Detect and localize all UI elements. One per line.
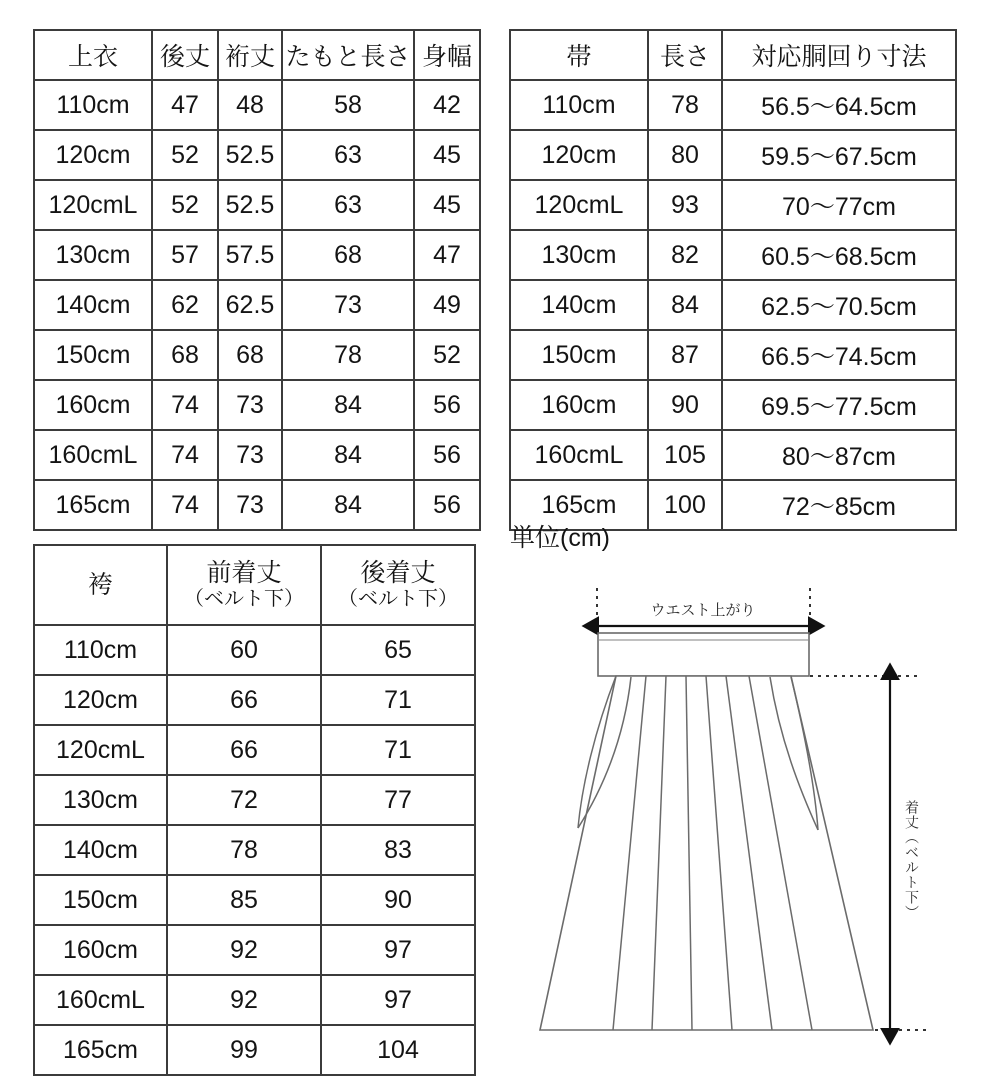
cell-size: 120cm xyxy=(510,130,648,180)
table-row xyxy=(34,480,480,530)
column-header-hakama-size-main: 袴 xyxy=(87,571,113,599)
cell-front-length: 66 xyxy=(167,675,321,725)
cell-length: 78 xyxy=(648,80,722,130)
cell-length: 100 xyxy=(648,480,722,530)
cell-body-width: 49 xyxy=(414,280,480,330)
cell-size: 120cmL xyxy=(34,180,152,230)
cell-sleeve-length: 68 xyxy=(218,330,282,380)
cell-size: 140cm xyxy=(34,280,152,330)
cell-body-width: 45 xyxy=(414,180,480,230)
table-row xyxy=(510,380,956,430)
cell-tamoto-length: 68 xyxy=(282,230,414,280)
column-header-front-length xyxy=(167,545,321,625)
table-row xyxy=(34,230,480,280)
cell-sleeve-length: 73 xyxy=(218,380,282,430)
cell-back-length: 71 xyxy=(321,725,475,775)
cell-tamoto-length: 84 xyxy=(282,380,414,430)
cell-size: 120cm xyxy=(34,675,167,725)
cell-sleeve-length: 48 xyxy=(218,80,282,130)
cell-size: 140cm xyxy=(510,280,648,330)
cell-size: 160cm xyxy=(34,925,167,975)
cell-front-length: 92 xyxy=(167,925,321,975)
cell-tamoto-length: 58 xyxy=(282,80,414,130)
hakama-size-table xyxy=(33,544,476,1076)
table-row xyxy=(34,975,475,1025)
cell-back-length: 74 xyxy=(152,430,218,480)
hakama-measurement-diagram xyxy=(500,560,988,1070)
hakama-skirt xyxy=(540,676,873,1030)
cell-body-width: 52 xyxy=(414,330,480,380)
table-row xyxy=(510,230,956,280)
cell-size: 130cm xyxy=(34,775,167,825)
table-row xyxy=(510,80,956,130)
column-header-sleeve-length: 裄丈 xyxy=(218,30,282,80)
table-row xyxy=(34,80,480,130)
cell-waist-range: 59.5〜67.5cm xyxy=(722,130,956,180)
cell-back-length: 68 xyxy=(152,330,218,380)
cell-back-length: 62 xyxy=(152,280,218,330)
table-row xyxy=(34,1025,475,1075)
column-header-waist-range: 対応胴回り寸法 xyxy=(722,30,956,80)
cell-body-width: 45 xyxy=(414,130,480,180)
cell-size: 160cm xyxy=(34,380,152,430)
cell-sleeve-length: 73 xyxy=(218,480,282,530)
cell-waist-range: 69.5〜77.5cm xyxy=(722,380,956,430)
cell-front-length: 72 xyxy=(167,775,321,825)
column-header-back-length-sub: （ベルト下） xyxy=(338,588,458,610)
cell-sleeve-length: 52.5 xyxy=(218,130,282,180)
cell-back-length: 74 xyxy=(152,480,218,530)
cell-waist-range: 62.5〜70.5cm xyxy=(722,280,956,330)
cell-back-length: 71 xyxy=(321,675,475,725)
table-row xyxy=(34,380,480,430)
table-row xyxy=(34,430,480,480)
cell-size: 150cm xyxy=(510,330,648,380)
cell-size: 165cm xyxy=(510,480,648,530)
cell-back-length: 90 xyxy=(321,875,475,925)
table-row xyxy=(34,825,475,875)
cell-back-length: 57 xyxy=(152,230,218,280)
table-row xyxy=(34,925,475,975)
cell-size: 160cmL xyxy=(34,975,167,1025)
jacket-size-table-container xyxy=(33,29,481,531)
cell-waist-range: 66.5〜74.5cm xyxy=(722,330,956,380)
obi-size-table xyxy=(509,29,957,531)
column-header-hakama-size xyxy=(34,545,167,625)
table-row xyxy=(34,180,480,230)
cell-size: 110cm xyxy=(510,80,648,130)
table-row xyxy=(510,130,956,180)
table-row xyxy=(34,675,475,725)
cell-body-width: 56 xyxy=(414,480,480,530)
cell-waist-range: 56.5〜64.5cm xyxy=(722,80,956,130)
table-row xyxy=(510,180,956,230)
table-header-row xyxy=(34,545,475,625)
cell-body-width: 56 xyxy=(414,380,480,430)
cell-back-length: 65 xyxy=(321,625,475,675)
table-row xyxy=(34,330,480,380)
cell-body-width: 47 xyxy=(414,230,480,280)
column-header-jacket-size: 上衣 xyxy=(34,30,152,80)
cell-size: 150cm xyxy=(34,330,152,380)
cell-tamoto-length: 73 xyxy=(282,280,414,330)
cell-size: 140cm xyxy=(34,825,167,875)
cell-waist-range: 70〜77cm xyxy=(722,180,956,230)
cell-front-length: 99 xyxy=(167,1025,321,1075)
cell-back-length: 47 xyxy=(152,80,218,130)
table-row xyxy=(34,280,480,330)
cell-length: 105 xyxy=(648,430,722,480)
cell-tamoto-length: 78 xyxy=(282,330,414,380)
cell-size: 120cmL xyxy=(34,725,167,775)
unit-note: 単位(cm) xyxy=(510,524,610,552)
cell-sleeve-length: 73 xyxy=(218,430,282,480)
cell-size: 150cm xyxy=(34,875,167,925)
cell-size: 130cm xyxy=(34,230,152,280)
cell-waist-range: 72〜85cm xyxy=(722,480,956,530)
table-row xyxy=(34,625,475,675)
cell-length: 90 xyxy=(648,380,722,430)
cell-back-length: 74 xyxy=(152,380,218,430)
cell-back-length: 97 xyxy=(321,975,475,1025)
hakama-size-table-container xyxy=(33,544,476,1076)
table-row xyxy=(34,130,480,180)
cell-body-width: 42 xyxy=(414,80,480,130)
cell-tamoto-length: 63 xyxy=(282,130,414,180)
table-row xyxy=(34,775,475,825)
cell-size: 160cm xyxy=(510,380,648,430)
waist-label: ウエスト上がり xyxy=(650,602,756,619)
cell-waist-range: 60.5〜68.5cm xyxy=(722,230,956,280)
cell-sleeve-length: 57.5 xyxy=(218,230,282,280)
cell-back-length: 83 xyxy=(321,825,475,875)
cell-front-length: 60 xyxy=(167,625,321,675)
cell-size: 110cm xyxy=(34,625,167,675)
cell-back-length: 77 xyxy=(321,775,475,825)
cell-tamoto-length: 84 xyxy=(282,480,414,530)
table-row xyxy=(510,430,956,480)
cell-body-width: 56 xyxy=(414,430,480,480)
cell-front-length: 66 xyxy=(167,725,321,775)
jacket-size-table xyxy=(33,29,481,531)
cell-size: 120cmL xyxy=(510,180,648,230)
cell-front-length: 92 xyxy=(167,975,321,1025)
cell-tamoto-length: 63 xyxy=(282,180,414,230)
column-header-back-length-main: 後着丈 xyxy=(360,559,436,587)
cell-back-length: 52 xyxy=(152,130,218,180)
cell-back-length: 97 xyxy=(321,925,475,975)
cell-length: 87 xyxy=(648,330,722,380)
obi-size-table-container xyxy=(509,29,957,531)
cell-size: 120cm xyxy=(34,130,152,180)
hakama-belt-band xyxy=(598,633,809,676)
cell-size: 165cm xyxy=(34,480,152,530)
column-header-tamoto-length: たもと長さ xyxy=(282,30,414,80)
cell-size: 165cm xyxy=(34,1025,167,1075)
cell-length: 82 xyxy=(648,230,722,280)
column-header-body-width: 身幅 xyxy=(414,30,480,80)
column-header-obi-size: 帯 xyxy=(510,30,648,80)
cell-front-length: 78 xyxy=(167,825,321,875)
cell-sleeve-length: 62.5 xyxy=(218,280,282,330)
cell-front-length: 85 xyxy=(167,875,321,925)
length-label: 着丈（ベルト下） xyxy=(904,800,920,920)
column-header-front-length-main: 前着丈 xyxy=(206,559,282,587)
table-row xyxy=(510,280,956,330)
column-header-back-length xyxy=(321,545,475,625)
cell-back-length: 52 xyxy=(152,180,218,230)
table-header-row xyxy=(34,30,480,80)
table-header-row xyxy=(510,30,956,80)
table-row xyxy=(34,725,475,775)
cell-size: 130cm xyxy=(510,230,648,280)
cell-waist-range: 80〜87cm xyxy=(722,430,956,480)
cell-tamoto-length: 84 xyxy=(282,430,414,480)
cell-length: 84 xyxy=(648,280,722,330)
column-header-obi-length: 長さ xyxy=(648,30,722,80)
cell-length: 80 xyxy=(648,130,722,180)
cell-size: 110cm xyxy=(34,80,152,130)
column-header-front-length-sub: （ベルト下） xyxy=(184,588,304,610)
table-row xyxy=(510,330,956,380)
column-header-back-length: 後丈 xyxy=(152,30,218,80)
cell-size: 160cmL xyxy=(34,430,152,480)
cell-sleeve-length: 52.5 xyxy=(218,180,282,230)
cell-size: 160cmL xyxy=(510,430,648,480)
table-row xyxy=(34,875,475,925)
cell-back-length: 104 xyxy=(321,1025,475,1075)
cell-length: 93 xyxy=(648,180,722,230)
